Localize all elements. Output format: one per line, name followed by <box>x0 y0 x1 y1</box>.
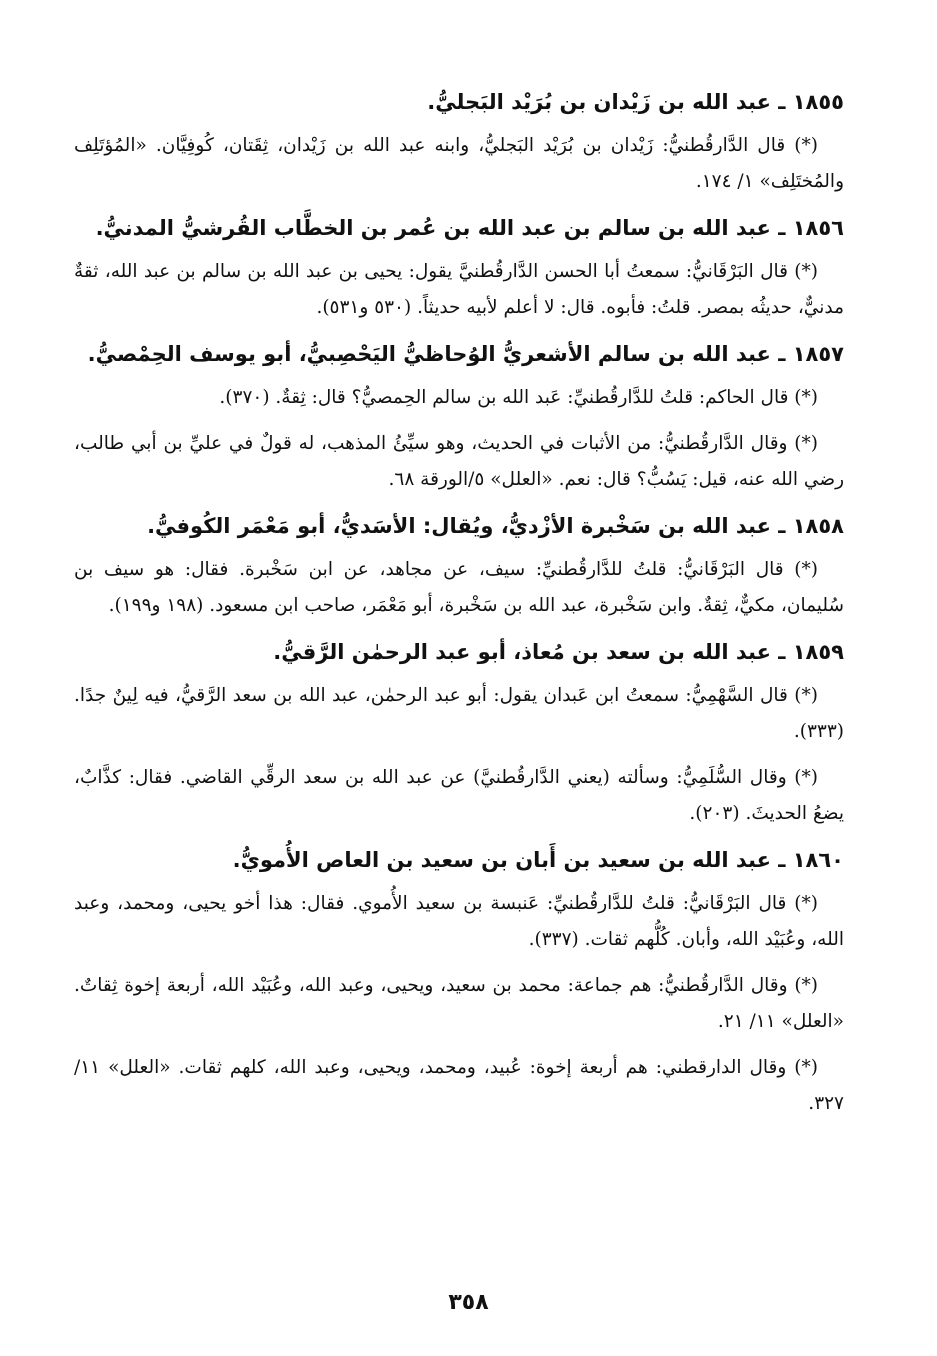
entry-1856 <box>74 210 844 326</box>
entry-paragraph: (*) وقال الدَّارقُطنيُّ: هم جماعة: محمد بن سعيد، ويحيى، وعبد الله، وعُبَيْد الله، أربعة إخوة ثِقاتٌ. «العلل» ١١/ ٢١. <box>74 975 844 1032</box>
entry-heading: ١٨٥٧ ـ عبد الله بن سالم الأشعريُّ الوُحاظيُّ اليَحْصِبيُّ، أبو يوسف الحِمْصيُّ. <box>87 342 844 366</box>
entry-1860 <box>74 842 844 1122</box>
entry-paragraph: (*) قال البَرْقَانيُّ: سمعتُ أبا الحسن الدَّارقُطنيَّ يقول: يحيى بن عبد الله بن سالم بن عبد الله، ثقةٌ مدنيٌّ، حديثُه بمصر. قلتُ: فأبوه. قال: لا أعلم لأبيه حديثاً. (٥٣٠ و٥٣١). <box>74 261 844 318</box>
entry-1859 <box>74 634 844 832</box>
entry-heading: ١٨٥٦ ـ عبد الله بن سالم بن عبد الله بن عُمر بن الخطَّاب القُرشيُّ المدنيُّ. <box>95 216 844 240</box>
page-body <box>74 84 844 1132</box>
entry-1855 <box>74 84 844 200</box>
entry-heading: ١٨٥٥ ـ عبد الله بن زَيْدان بن بُرَيْد البَجليُّ. <box>427 90 844 114</box>
entry-1857 <box>74 336 844 498</box>
entry-paragraph: (*) قال البَرْقَانيُّ: قلتُ للدَّارقُطنيِّ: سيف، عن مجاهد، عن ابن سَخْبرة. فقال: هو سيف بن سُليمان، مكيٌّ، ثِقةٌ. وابن سَخْبرة، عبد الله بن سَخْبرة، أبو مَعْمَر، صاحب ابن مسعود. (١٩٨ و١٩٩). <box>74 559 844 616</box>
entry-paragraph: (*) قال البَرْقَانيُّ: قلتُ للدَّارقُطنيِّ: عَنبسة بن سعيد الأُموي. فقال: هذا أخو يحيى، ومحمد، وعبد الله، وعُبَيْد الله، وأبان. كُلُّهم ثقات. (٣٣٧). <box>74 893 844 950</box>
page-number: ٣٥٨ <box>448 1290 489 1315</box>
entry-paragraph: (*) وقال الدَّارقُطنيُّ: من الأثبات في الحديث، وهو سيِّئُ المذهب، له قولٌ في عليِّ بن أبي طالب، رضي الله عنه، قيل: يَسُبُّ؟ قال: نعم. «العلل» ٥/الورقة ٦٨. <box>74 433 844 490</box>
entry-paragraph: (*) قال الدَّارقُطنيُّ: زَيْدان بن بُرَيْد البَجليُّ، وابنه عبد الله بن زَيْدان، ثِقَتان، كُوفِيَّان. «المُؤتَلِف والمُختَلِف» ١/ ١٧٤. <box>74 135 844 192</box>
entry-paragraph: (*) وقال الدارقطني: هم أربعة إخوة: عُبيد، ومحمد، ويحيى، وعبد الله، كلهم ثقات. «العلل» ١١/ ٣٢٧. <box>74 1057 844 1114</box>
entry-heading: ١٨٥٨ ـ عبد الله بن سَخْبرة الأزْديُّ، ويُقال: الأسَديُّ، أبو مَعْمَر الكُوفيُّ. <box>147 514 844 538</box>
entry-1858 <box>74 508 844 624</box>
entry-paragraph: (*) قال الحاكم: قلتُ للدَّارقُطنيِّ: عَبد الله بن سالم الحِمصيُّ؟ قال: ثِقةٌ. (٣٧٠). <box>219 387 818 408</box>
entry-heading: ١٨٦٠ ـ عبد الله بن سعيد بن أَبان بن سعيد بن العاص الأُمويُّ. <box>232 848 844 872</box>
entry-heading: ١٨٥٩ ـ عبد الله بن سعد بن مُعاذ، أبو عبد الرحمٰن الرَّقيُّ. <box>273 640 844 664</box>
entry-paragraph: (*) قال السَّهْمِيُّ: سمعتُ ابن عَبدان يقول: أبو عبد الرحمٰن، عبد الله بن سعد الرَّقيُّ، فيه لِينٌ جدًا. (٣٣٣). <box>74 685 844 742</box>
entry-paragraph: (*) وقال السُّلَمِيُّ: وسألته (يعني الدَّارقُطنيَّ) عن عبد الله بن سعد الرقِّي القاضي. فقال: كذَّابٌ، يضعُ الحديثَ. (٢٠٣). <box>74 767 844 824</box>
